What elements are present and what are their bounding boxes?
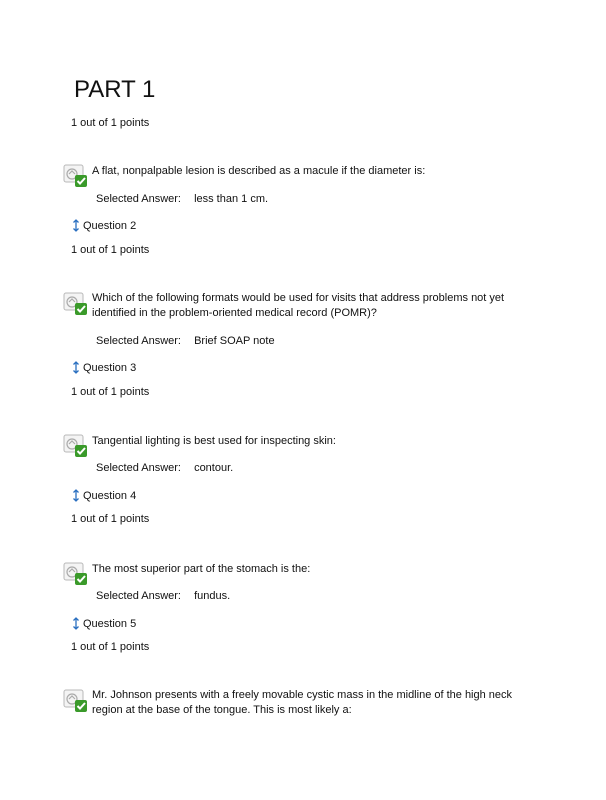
question-2-selected-answer: [96, 335, 275, 347]
question-3-text: Tangential lighting is best used for inspecting skin:: [92, 435, 336, 447]
reorder-arrows-icon: [72, 617, 80, 630]
question-4-selected-answer: [96, 590, 230, 602]
question-2-text: Which of the following formats would be used for visits that address problems not yet identified in the problem-oriented medical record (POMR)?: [92, 292, 505, 319]
question-4-heading-label: Question 4: [83, 490, 137, 502]
question-5-text: Mr. Johnson presents with a freely movable cystic mass in the midline of the high neck region at the base of the tongue. This is most likely a:: [92, 689, 513, 716]
reorder-arrows-icon: [72, 219, 80, 232]
question-2-heading[interactable]: [72, 220, 136, 232]
question-2-heading-label: Question 2: [83, 220, 137, 232]
selected-answer-value: Brief SOAP note: [194, 335, 275, 347]
question-3-heading[interactable]: [72, 362, 136, 374]
question-3-points: 1 out of 1 points: [71, 386, 150, 398]
selected-answer-label: Selected Answer:: [96, 335, 181, 347]
reorder-arrows-icon: [72, 489, 80, 502]
page-title: PART 1: [74, 76, 156, 103]
selected-answer-label: Selected Answer:: [96, 590, 181, 602]
question-4-heading[interactable]: [72, 490, 136, 502]
question-5-heading-label: Question 5: [83, 618, 137, 630]
reorder-arrows-icon: [72, 361, 80, 374]
correct-check-icon: [63, 292, 89, 316]
question-2-points: 1 out of 1 points: [71, 244, 150, 256]
question-1-points: 1 out of 1 points: [71, 117, 150, 129]
question-1-selected-answer: [96, 193, 268, 205]
question-4-text: The most superior part of the stomach is the:: [92, 563, 311, 575]
question-3-heading-label: Question 3: [83, 362, 137, 374]
selected-answer-value: contour.: [194, 462, 234, 474]
selected-answer-label: Selected Answer:: [96, 193, 181, 205]
selected-answer-value: fundus.: [194, 590, 231, 602]
selected-answer-value: less than 1 cm.: [194, 193, 269, 205]
question-1-text: A flat, nonpalpable lesion is described as a macule if the diameter is:: [92, 165, 426, 177]
selected-answer-label: Selected Answer:: [96, 462, 181, 474]
correct-check-icon: [63, 689, 89, 713]
question-5-heading[interactable]: [72, 618, 136, 630]
correct-check-icon: [63, 562, 89, 586]
question-3-selected-answer: [96, 462, 233, 474]
question-5-points: 1 out of 1 points: [71, 641, 150, 653]
question-4-points: 1 out of 1 points: [71, 513, 150, 525]
correct-check-icon: [63, 164, 89, 188]
correct-check-icon: [63, 434, 89, 458]
